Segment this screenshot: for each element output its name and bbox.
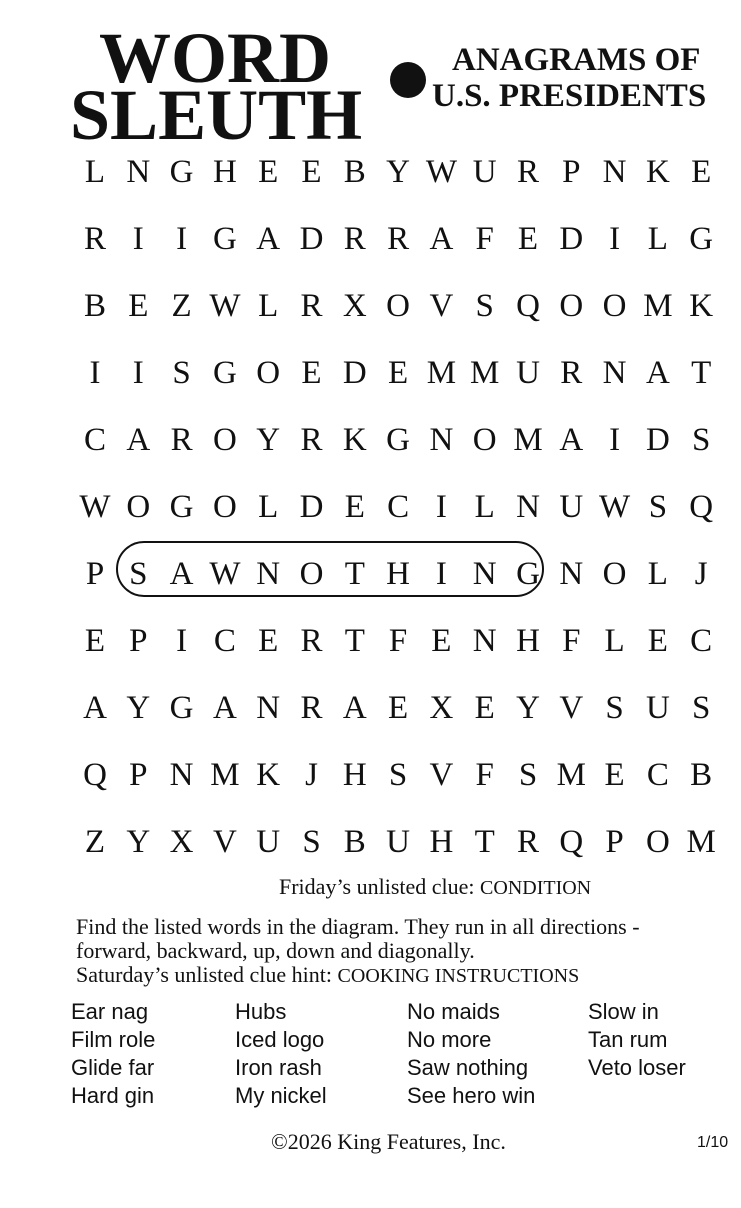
grid-letter: E: [344, 489, 365, 525]
grid-letter: E: [301, 154, 322, 190]
word-list-item: Glide far: [71, 1055, 155, 1080]
grid-letter: N: [256, 690, 281, 726]
grid-letter: R: [516, 824, 539, 860]
grid-letter: S: [172, 355, 191, 391]
grid-letter: A: [212, 690, 237, 726]
grid-letter: I: [132, 221, 144, 257]
grid-letter: M: [426, 355, 457, 391]
grid-letter: W: [425, 154, 457, 190]
grid-letter: V: [212, 824, 237, 860]
grid-letter: H: [212, 154, 237, 190]
saturday-hint: [76, 963, 579, 988]
grid-letter: D: [645, 422, 670, 458]
grid-letter: C: [387, 489, 410, 525]
grid-letter: Y: [516, 690, 540, 726]
grid-letter: D: [299, 489, 324, 525]
grid-letter: M: [643, 288, 673, 324]
grid-letter: P: [605, 824, 624, 860]
title-sleuth: SLEUTH: [70, 75, 363, 155]
grid-letter: E: [388, 355, 409, 391]
grid-letter: W: [79, 489, 111, 525]
grid-letter: N: [169, 757, 194, 793]
grid-letter: S: [475, 288, 494, 324]
grid-letter: Q: [689, 489, 714, 525]
grid-letter: I: [435, 556, 447, 592]
grid-letter: M: [210, 757, 240, 793]
subtitle-line1: ANAGRAMS OF: [452, 42, 701, 78]
grid-letter: N: [126, 154, 151, 190]
grid-letter: W: [599, 489, 631, 525]
grid-letter: A: [559, 422, 584, 458]
word-list-item: Ear nag: [71, 999, 149, 1024]
grid-letter: O: [602, 288, 627, 324]
grid-letter: E: [691, 154, 712, 190]
grid-letter: Z: [84, 824, 106, 860]
friday-clue: [279, 874, 591, 901]
grid-letter: H: [516, 623, 540, 659]
instructions-line1: Find the listed words in the diagram. They run in all directions -: [76, 914, 640, 939]
grid-letter: S: [605, 690, 624, 726]
page-number: 1/10: [697, 1134, 729, 1151]
grid-letter: W: [209, 556, 241, 592]
grid-letter: E: [301, 355, 322, 391]
grid-letter: M: [513, 422, 543, 458]
grid-letter: L: [647, 221, 668, 257]
grid-letter: E: [474, 690, 495, 726]
grid-letter: O: [472, 422, 497, 458]
grid-letter: I: [132, 355, 144, 391]
grid-letter: J: [305, 757, 318, 793]
grid-letter: G: [169, 489, 194, 525]
grid-letter: N: [256, 556, 281, 592]
grid-letter: D: [299, 221, 324, 257]
grid-letter: S: [692, 690, 711, 726]
grid-letter: U: [516, 355, 540, 391]
grid-letter: L: [258, 489, 279, 525]
grid-letter: B: [343, 154, 366, 190]
word-list-item: Iced logo: [235, 1027, 325, 1052]
grid-letter: E: [604, 757, 625, 793]
word-list-item: Hubs: [235, 999, 287, 1024]
grid-letter: T: [691, 355, 712, 391]
grid-letter: H: [429, 824, 454, 860]
grid-letter: Q: [83, 757, 107, 793]
grid-letter: P: [562, 154, 581, 190]
grid-letter: A: [169, 556, 194, 592]
grid-letter: O: [212, 422, 237, 458]
grid-letter: P: [129, 757, 148, 793]
word-list-item: No maids: [407, 999, 500, 1024]
grid-letter: R: [300, 623, 323, 659]
grid-letter: O: [299, 556, 324, 592]
grid-letter: P: [85, 556, 105, 592]
grid-letter: R: [560, 355, 583, 391]
grid-letter: K: [645, 154, 670, 190]
saturday-hint-label: Saturday’s unlisted clue hint:: [76, 962, 333, 987]
grid-letter: Y: [256, 422, 281, 458]
grid-letter: G: [386, 422, 411, 458]
grid-letter: R: [343, 221, 366, 257]
grid-letter: O: [602, 556, 627, 592]
grid-letter: S: [648, 489, 668, 525]
grid-letter: R: [170, 422, 193, 458]
grid-letter: E: [258, 154, 279, 190]
grid-letter: E: [258, 623, 279, 659]
grid-letter: Y: [126, 690, 151, 726]
grid-letter: S: [388, 757, 408, 793]
grid-letter: G: [212, 355, 237, 391]
grid-letter: S: [692, 422, 711, 458]
word-list-item: My nickel: [235, 1083, 327, 1108]
grid-letter: F: [388, 623, 408, 659]
copyright: ©2026 King Features, Inc.: [271, 1129, 506, 1154]
grid-letter: F: [475, 221, 494, 257]
word-list-item: No more: [407, 1027, 492, 1052]
grid-letter: D: [342, 355, 367, 391]
grid-letter: C: [83, 422, 106, 458]
grid-letter: U: [386, 824, 411, 860]
grid-letter: N: [602, 355, 627, 391]
grid-letter: R: [387, 221, 410, 257]
word-list-item: See hero win: [407, 1083, 536, 1108]
grid-letter: T: [474, 824, 495, 860]
grid-letter: S: [518, 757, 538, 793]
grid-letter: N: [472, 623, 497, 659]
grid-letter: A: [83, 690, 107, 726]
grid-letter: R: [300, 422, 323, 458]
grid-letter: A: [429, 221, 454, 257]
grid-letter: L: [258, 288, 279, 324]
word-list-item: Veto loser: [588, 1055, 686, 1080]
grid-letter: A: [256, 221, 281, 257]
grid-letter: A: [645, 355, 670, 391]
grid-letter: S: [129, 556, 148, 592]
grid-letter: E: [647, 623, 668, 659]
grid-letter: E: [84, 623, 106, 659]
grid-letter: O: [645, 824, 670, 860]
grid-letter: N: [602, 154, 627, 190]
grid-letter: C: [690, 623, 713, 659]
grid-letter: Y: [126, 824, 151, 860]
grid-letter: K: [342, 422, 367, 458]
grid-letter: G: [169, 690, 194, 726]
grid-letter: T: [344, 556, 365, 592]
grid-letter: I: [609, 422, 621, 458]
grid-letter: K: [689, 288, 714, 324]
grid-letter: G: [212, 221, 237, 257]
grid-letter: G: [689, 221, 714, 257]
grid-letter: F: [562, 623, 581, 659]
grid-letter: I: [176, 221, 188, 257]
grid-letter: O: [126, 489, 151, 525]
grid-letter: K: [256, 757, 281, 793]
grid-letter: Q: [559, 824, 584, 860]
grid-letter: U: [559, 489, 584, 525]
grid-letter: B: [343, 824, 366, 860]
word-list-item: Saw nothing: [407, 1055, 529, 1080]
grid-letter: G: [516, 556, 540, 592]
grid-letter: M: [556, 757, 586, 793]
grid-letter: Y: [386, 154, 411, 190]
grid-letter: P: [129, 623, 148, 659]
grid-letter: I: [176, 623, 188, 659]
title-word: WORD: [99, 18, 331, 98]
grid-letter: X: [169, 824, 194, 860]
grid-letter: V: [429, 288, 454, 324]
grid-letter: H: [342, 757, 367, 793]
grid-letter: O: [256, 355, 281, 391]
grid-letter: C: [646, 757, 669, 793]
grid-letter: R: [300, 288, 323, 324]
grid-letter: Q: [516, 288, 540, 324]
grid-letter: M: [470, 355, 500, 391]
grid-letter: M: [686, 824, 716, 860]
word-list-item: Hard gin: [71, 1083, 155, 1108]
grid-letter: S: [302, 824, 321, 860]
answer-circle: [116, 541, 544, 597]
grid-letter: V: [429, 757, 454, 793]
grid-letter: L: [84, 154, 106, 190]
grid-letter: E: [128, 288, 149, 324]
grid-letter: L: [474, 489, 495, 525]
grid-letter: N: [559, 556, 584, 592]
grid-letter: N: [472, 556, 497, 592]
grid-letter: E: [517, 221, 539, 257]
word-list-item: Iron rash: [235, 1055, 322, 1080]
grid-letter: B: [83, 288, 106, 324]
grid-letter: A: [342, 690, 367, 726]
grid-letter: R: [300, 690, 323, 726]
grid-letter: X: [342, 288, 367, 324]
grid-letter: X: [429, 690, 454, 726]
grid-letter: D: [559, 221, 584, 257]
grid-letter: O: [386, 288, 411, 324]
grid-letter: L: [647, 556, 668, 592]
friday-clue-label: Friday’s unlisted clue:: [279, 874, 475, 899]
grid-letter: O: [212, 489, 237, 525]
grid-letter: E: [431, 623, 452, 659]
word-list-item: Tan rum: [588, 1027, 668, 1052]
grid-letter: G: [169, 154, 194, 190]
subtitle-line2: U.S. PRESIDENTS: [432, 78, 707, 114]
grid-letter: B: [690, 757, 713, 793]
grid-letter: C: [213, 623, 236, 659]
grid-letter: U: [645, 690, 670, 726]
grid-letter: I: [609, 221, 621, 257]
grid-letter: T: [344, 623, 365, 659]
grid-letter: V: [559, 690, 584, 726]
instructions-line2: forward, backward, up, down and diagonally.: [76, 938, 475, 963]
grid-letter: F: [475, 757, 494, 793]
grid-letter: A: [126, 422, 151, 458]
grid-letter: W: [209, 288, 241, 324]
grid-letter: R: [83, 221, 106, 257]
word-list-item: Slow in: [588, 999, 659, 1024]
grid-letter: O: [559, 288, 584, 324]
grid-letter: N: [516, 489, 540, 525]
grid-letter: J: [694, 556, 708, 592]
grid-letter: I: [89, 355, 101, 391]
grid-letter: U: [256, 824, 281, 860]
grid-letter: Z: [171, 288, 192, 324]
grid-letter: N: [429, 422, 454, 458]
grid-letter: I: [435, 489, 447, 525]
grid-letter: E: [388, 690, 409, 726]
grid-letter: L: [604, 623, 625, 659]
grid-letter: H: [386, 556, 411, 592]
grid-letter: R: [516, 154, 539, 190]
saturday-hint-value: COOKING INSTRUCTIONS: [337, 965, 580, 987]
word-list-item: Film role: [71, 1027, 156, 1052]
grid-letter: U: [472, 154, 497, 190]
friday-clue-value: CONDITION: [480, 877, 592, 899]
